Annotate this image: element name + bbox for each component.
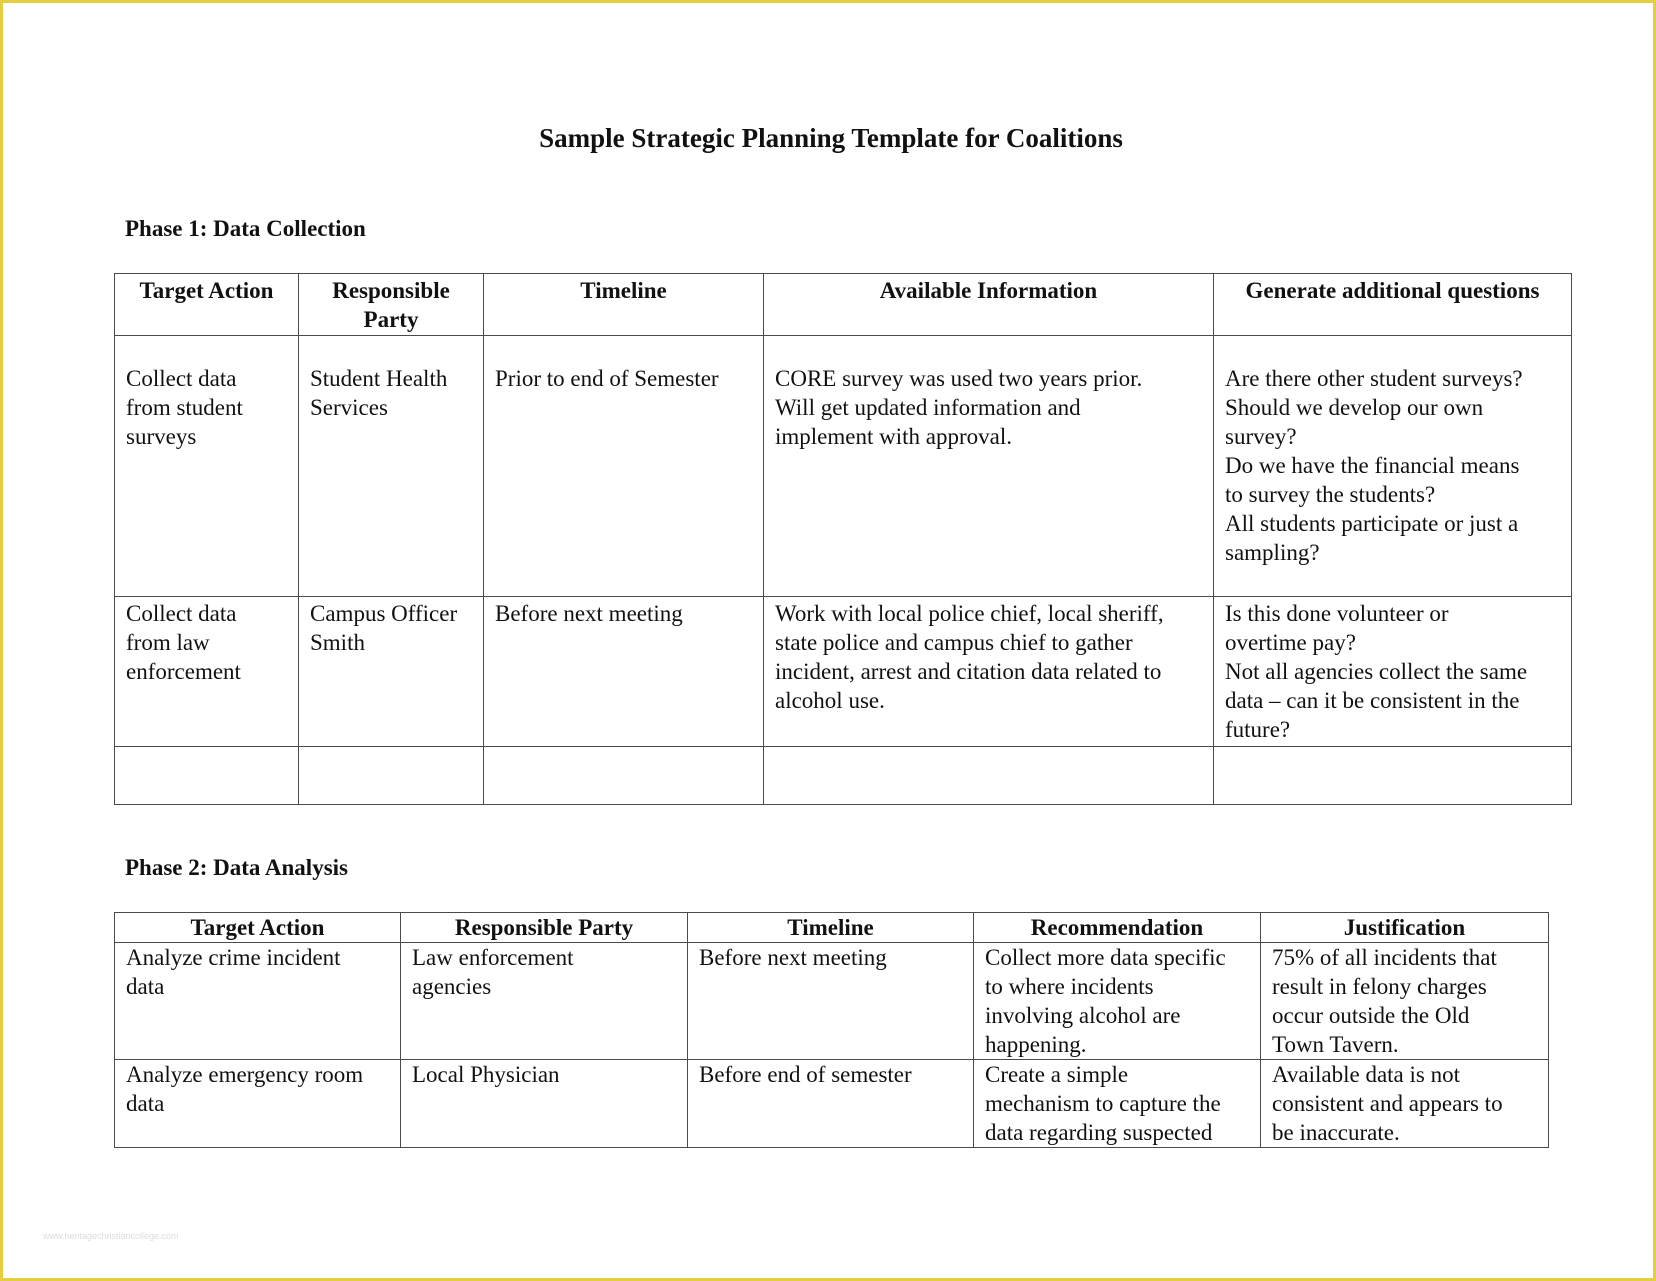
cell-additional-questions: Is this done volunteer or overtime pay? Not all agencies collect the same data – can it be consistent in the future? [1214,597,1572,747]
table-row [115,336,1572,597]
cell-timeline: Before next meeting [484,597,764,747]
column-header-timeline: Timeline [484,274,764,336]
table-header-row [115,274,1572,336]
column-header-target-action: Target Action [115,913,401,943]
cell-available-information: CORE survey was used two years prior. Will get updated information and implement with approval. [764,336,1214,597]
cell-additional-questions: Are there other student surveys? Should we develop our own survey? Do we have the financial means to survey the students? All students participate or just a sampling? [1214,336,1572,597]
column-header-target-action: Target Action [115,274,299,336]
phase1-heading: Phase 1: Data Collection [125,216,366,241]
cell-target-action: Collect data from law enforcement [115,597,299,747]
table-header-row [115,913,1549,943]
cell-available-information: Work with local police chief, local sheriff, state police and campus chief to gather incident, arrest and citation data related to alcohol use. [764,597,1214,747]
table-row [115,943,1549,1060]
cell-timeline [484,747,764,805]
watermark: www.heritagechristiancollege.com [43,1231,179,1241]
cell-timeline: Before end of semester [688,1060,974,1148]
cell-timeline: Before next meeting [688,943,974,1060]
cell-additional-questions [1214,747,1572,805]
phase1-table [114,273,1572,805]
cell-recommendation: Collect more data specific to where incidents involving alcohol are happening. [974,943,1261,1060]
column-header-responsible-party: Responsible Party [401,913,688,943]
cell-justification: 75% of all incidents that result in felony charges occur outside the Old Town Tavern. [1261,943,1549,1060]
cell-responsible-party [299,747,484,805]
cell-target-action: Analyze crime incident data [115,943,401,1060]
cell-available-information [764,747,1214,805]
table-row [115,1060,1549,1148]
phase2-heading: Phase 2: Data Analysis [125,855,348,880]
cell-timeline: Prior to end of Semester [484,336,764,597]
table-row [115,597,1572,747]
column-header-available-information: Available Information [764,274,1214,336]
cell-justification: Available data is not consistent and appears to be inaccurate. [1261,1060,1549,1148]
document-title: Sample Strategic Planning Template for Coalitions [539,123,1123,153]
cell-target-action [115,747,299,805]
cell-responsible-party: Law enforcement agencies [401,943,688,1060]
column-header-responsible-party: Responsible Party [299,274,484,336]
cell-responsible-party: Student Health Services [299,336,484,597]
column-header-timeline: Timeline [688,913,974,943]
cell-target-action: Analyze emergency room data [115,1060,401,1148]
phase2-table [114,912,1549,1148]
column-header-recommendation: Recommendation [974,913,1261,943]
cell-responsible-party: Campus Officer Smith [299,597,484,747]
table-row-empty [115,747,1572,805]
column-header-additional-questions: Generate additional questions [1214,274,1572,336]
cell-target-action: Collect data from student surveys [115,336,299,597]
cell-recommendation: Create a simple mechanism to capture the data regarding suspected [974,1060,1261,1148]
cell-responsible-party: Local Physician [401,1060,688,1148]
column-header-justification: Justification [1261,913,1549,943]
